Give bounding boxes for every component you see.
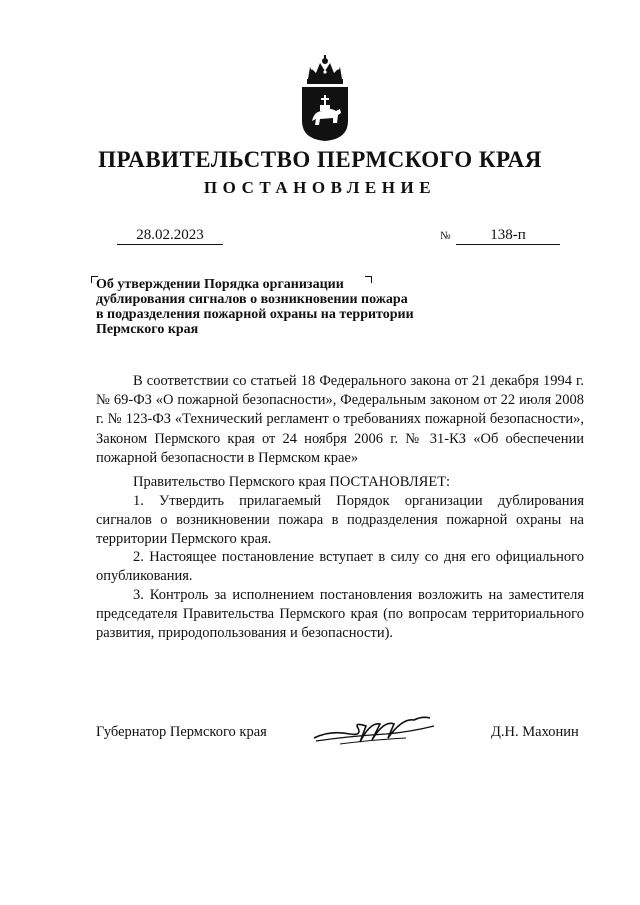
body-paragraph-item-1 <box>96 492 584 550</box>
paragraph-text: 2. Настоящее постановление вступает в силу со дня его официального опубликования. <box>96 549 584 585</box>
paragraph-text: Правительство Пермского края ПОСТАНОВЛЯЕТ: <box>133 474 451 490</box>
signer-title: Губернатор Пермского края <box>96 724 267 740</box>
document-subject: Об утверждении Порядка организации дублирования сигналов о возникновении пожара в подразделения пожарной охраны на территории Пермского края <box>96 277 414 337</box>
paragraph-text: 3. Контроль за исполнением постановления возложить на заместителя председателя Правительства Пермского края (по вопросам территориального развития, природопользования и безопасности). <box>96 587 584 642</box>
paragraph-text: 1. Утвердить прилагаемый Порядок организации дублирования сигналов о возникновении пожара в подразделения пожарной охраны на территории Пермского края. <box>96 493 584 548</box>
paragraph-text: В соответствии со статьей 18 Федерального закона от 21 декабря 1994 г. № 69-ФЗ «О пожарной безопасности», Федеральным законом от 22 июля 2008 г. № 123-ФЗ «Технический регламент о требованиях пожарной безопасности», Законом Пермского края от 24 ноября 2006 г. № 31-КЗ «Об обеспечении пожарной безопасности в Пермском крае» <box>96 373 584 466</box>
document-number: 138-п <box>456 226 560 245</box>
body-paragraph-item-2 <box>96 548 584 586</box>
organization-title: ПРАВИТЕЛЬСТВО ПЕРМСКОГО КРАЯ <box>98 147 542 172</box>
document-date: 28.02.2023 <box>117 226 223 245</box>
number-sign: № <box>440 230 451 242</box>
coat-of-arms-icon <box>296 55 354 143</box>
body-paragraph-item-3 <box>96 586 584 644</box>
body-paragraph-basis <box>96 372 584 468</box>
signer-name: Д.Н. Махонин <box>491 724 579 740</box>
body-paragraph-resolves <box>96 473 584 492</box>
document-type: ПОСТАНОВЛЕНИЕ <box>203 178 437 197</box>
handwritten-signature-icon <box>310 708 440 750</box>
